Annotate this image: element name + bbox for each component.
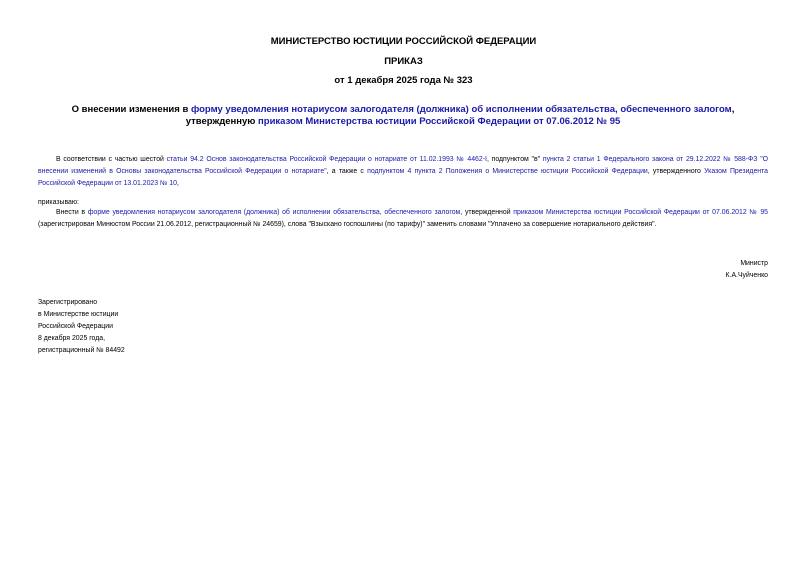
p3-text-3: (зарегистрирован Минюстом России 21.06.2012, регистрационный № 24659), слова "Взыскано госпошлины (по тарифу)" заменить словами "Уплачено за совершение нотариального действия". — [38, 221, 657, 228]
p1-link-notary-law[interactable]: статьи 94.2 Основ законодательства Российской Федерации о нотариате от 11.02.1993 № 4462-I — [166, 156, 487, 163]
ministry-heading: МИНИСТЕРСТВО ЮСТИЦИИ РОССИЙСКОЙ ФЕДЕРАЦИИ — [270, 36, 537, 47]
signature-name: К.А.Чуйченко — [725, 272, 768, 279]
order-directive: приказываю: — [38, 199, 79, 206]
p1-link-regulation[interactable]: подпунктом 4 пункта 2 Положения о Министерстве юстиции Российской Федерации — [367, 168, 648, 175]
subject-link-form[interactable]: форму уведомления нотариусом залогодателя (должника) об исполнении обязательства, обеспеченного залогом — [190, 104, 732, 115]
p1-text-4: , утвержденного — [647, 168, 705, 175]
registration-line: Зарегистрировано — [38, 299, 98, 306]
subject-link-order[interactable]: приказом Министерства юстиции Российской Федерации от 07.06.2012 № 95 — [258, 116, 621, 127]
p1-link-decree[interactable]: Указом Президента Российской Федерации от 13.01.2023 № 10 — [38, 168, 768, 187]
amendment-paragraph — [38, 207, 768, 231]
p3-link-order[interactable]: приказом Министерства юстиции Российской Федерации от 07.06.2012 № 95 — [513, 209, 768, 216]
p1-text-5: , — [176, 180, 179, 187]
p1-text-1: В соответствии с частью шестой — [56, 156, 167, 163]
subject-text-2: , утвержденную — [185, 104, 735, 127]
signature-title: Министр — [740, 260, 768, 267]
registration-line: регистрационный № 84492 — [38, 347, 125, 354]
order-subject — [38, 104, 768, 128]
order-heading: ПРИКАЗ — [384, 56, 423, 67]
registration-block — [38, 297, 125, 357]
registration-line: Российской Федерации — [38, 323, 113, 330]
signature-block — [726, 258, 768, 282]
p3-text-1: Внести в — [56, 209, 88, 216]
p1-text-2: , подпунктом "в" — [486, 156, 543, 163]
registration-line: в Министерстве юстиции — [38, 311, 119, 318]
subject-text-1: О внесении изменения в — [71, 104, 191, 115]
p1-link-federal-law[interactable]: пункта 2 статьи 1 Федерального закона от 29.12.2022 № 588-ФЗ "О внесении изменений в Основы законодательства Российской Федерации о нотариате" — [38, 156, 768, 175]
p3-text-2: , утвержденной — [460, 209, 514, 216]
p3-link-form[interactable]: форме уведомления нотариусом залогодателя (должника) об исполнении обязательства, обеспеченного залогом — [87, 209, 461, 216]
p1-text-3: , а также с — [326, 168, 368, 175]
legal-basis-paragraph — [38, 154, 768, 190]
registration-line: 8 декабря 2025 года, — [38, 335, 105, 342]
order-date-number: от 1 декабря 2025 года № 323 — [334, 75, 473, 86]
